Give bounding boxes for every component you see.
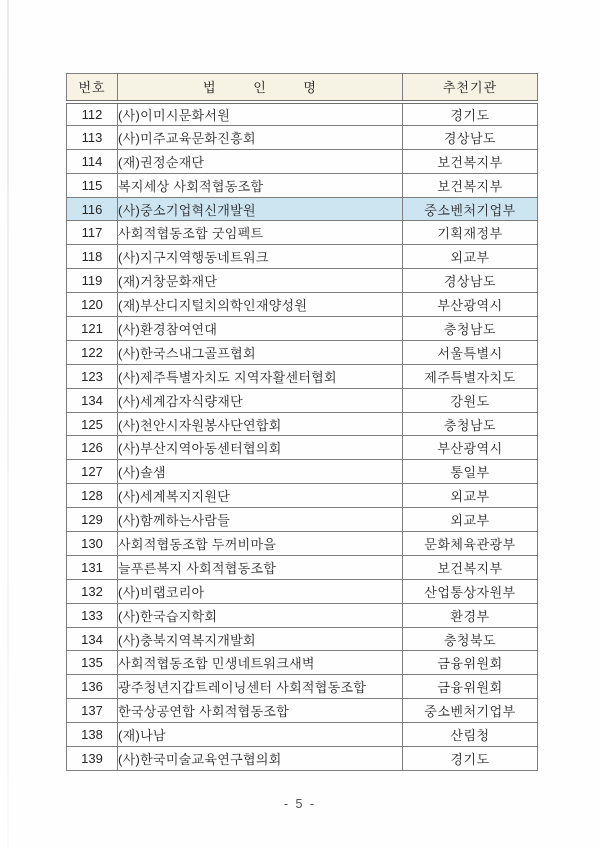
table-row xyxy=(67,484,538,508)
agency-cell: 부산광역시 xyxy=(403,293,538,317)
agency-cell: 중소벤처기업부 xyxy=(403,699,538,723)
row-number-cell: 116 xyxy=(67,197,118,221)
row-number-cell: 137 xyxy=(67,699,118,723)
agency-cell: 보건복지부 xyxy=(403,173,538,197)
header-number: 번호 xyxy=(67,74,118,102)
row-number-cell: 112 xyxy=(67,102,118,126)
corporation-name-cell: (사)이미시문화서원 xyxy=(118,102,403,126)
corporation-name-cell: (재)권정순재단 xyxy=(118,149,403,173)
table-row xyxy=(67,245,538,269)
table-head xyxy=(67,74,538,102)
corporation-name-cell: (사)세계감자식량재단 xyxy=(118,388,403,412)
row-number-cell: 122 xyxy=(67,340,118,364)
row-number-cell: 139 xyxy=(67,747,118,771)
agency-cell: 보건복지부 xyxy=(403,149,538,173)
corporation-name-cell: (사)중소기업혁신개발원 xyxy=(118,197,403,221)
agency-cell: 경기도 xyxy=(403,102,538,126)
agency-cell: 충청남도 xyxy=(403,317,538,341)
agency-cell: 환경부 xyxy=(403,603,538,627)
agency-cell: 충청남도 xyxy=(403,412,538,436)
corporation-name-cell: (사)제주특별자치도 지역자활센터협회 xyxy=(118,364,403,388)
row-number-cell: 113 xyxy=(67,125,118,149)
corporation-name-cell: 사회적협동조합 민생네트워크새벽 xyxy=(118,651,403,675)
table-row xyxy=(67,555,538,579)
corporation-name-cell: (사)세계복지지원단 xyxy=(118,484,403,508)
agency-cell: 서울특별시 xyxy=(403,340,538,364)
agency-cell: 강원도 xyxy=(403,388,538,412)
agency-cell: 외교부 xyxy=(403,508,538,532)
table-row xyxy=(67,579,538,603)
row-number-cell: 138 xyxy=(67,723,118,747)
table-row xyxy=(67,388,538,412)
table-row xyxy=(67,340,538,364)
row-number-cell: 127 xyxy=(67,460,118,484)
agency-cell: 산업통상자원부 xyxy=(403,579,538,603)
row-number-cell: 134 xyxy=(67,388,118,412)
table-row xyxy=(67,125,538,149)
agency-cell: 기획재정부 xyxy=(403,221,538,245)
row-number-cell: 130 xyxy=(67,532,118,556)
agency-cell: 경상남도 xyxy=(403,269,538,293)
table-row xyxy=(67,412,538,436)
table-row xyxy=(67,436,538,460)
table-row xyxy=(67,102,538,126)
row-number-cell: 136 xyxy=(67,675,118,699)
row-number-cell: 115 xyxy=(67,173,118,197)
row-number-cell: 123 xyxy=(67,364,118,388)
corporation-name-cell: 사회적협동조합 굿임펙트 xyxy=(118,221,403,245)
corporation-name-cell: 광주청년지갑트레이닝센터 사회적협동조합 xyxy=(118,675,403,699)
agency-cell: 문화체육관광부 xyxy=(403,532,538,556)
corporation-name-cell: (재)나남 xyxy=(118,723,403,747)
row-number-cell: 118 xyxy=(67,245,118,269)
table-row xyxy=(67,173,538,197)
table-row xyxy=(67,364,538,388)
row-number-cell: 120 xyxy=(67,293,118,317)
table-row xyxy=(67,699,538,723)
corporation-name-cell: (사)충북지역복지개발회 xyxy=(118,627,403,651)
corporation-name-cell: (사)비랩코리아 xyxy=(118,579,403,603)
table-row xyxy=(67,149,538,173)
corporation-name-cell: (사)지구지역행동네트워크 xyxy=(118,245,403,269)
table-row xyxy=(67,532,538,556)
table-row xyxy=(67,627,538,651)
table-row xyxy=(67,269,538,293)
agency-cell: 중소벤처기업부 xyxy=(403,197,538,221)
corporation-name-cell: (사)천안시자원봉사단연합회 xyxy=(118,412,403,436)
agency-cell: 금융위원회 xyxy=(403,675,538,699)
agency-cell: 부산광역시 xyxy=(403,436,538,460)
agency-cell: 경기도 xyxy=(403,747,538,771)
agency-cell: 외교부 xyxy=(403,245,538,269)
table-row xyxy=(67,508,538,532)
corporation-name-cell: (재)부산디지털치의학인재양성원 xyxy=(118,293,403,317)
row-number-cell: 126 xyxy=(67,436,118,460)
row-number-cell: 117 xyxy=(67,221,118,245)
agency-cell: 금융위원회 xyxy=(403,651,538,675)
row-number-cell: 135 xyxy=(67,651,118,675)
row-number-cell: 119 xyxy=(67,269,118,293)
corporation-name-cell: (사)한국습지학회 xyxy=(118,603,403,627)
row-number-cell: 132 xyxy=(67,579,118,603)
row-number-cell: 128 xyxy=(67,484,118,508)
corporation-name-cell: (사)한국스내그골프협회 xyxy=(118,340,403,364)
corporation-name-cell: 늘푸른복지 사회적협동조합 xyxy=(118,555,403,579)
table-row xyxy=(67,460,538,484)
table-row xyxy=(67,317,538,341)
corporation-name-cell: (사)한국미술교육연구협의회 xyxy=(118,747,403,771)
agency-cell: 경상남도 xyxy=(403,125,538,149)
agency-cell: 산림청 xyxy=(403,723,538,747)
row-number-cell: 134 xyxy=(67,627,118,651)
corporation-name-cell: (사)솔샘 xyxy=(118,460,403,484)
row-number-cell: 129 xyxy=(67,508,118,532)
corporation-table xyxy=(66,73,538,771)
table-header-row xyxy=(67,74,538,102)
table-body xyxy=(67,102,538,771)
header-recommending-agency: 추천기관 xyxy=(403,74,538,102)
corporation-name-cell: 한국상공연합 사회적협동조합 xyxy=(118,699,403,723)
scan-artifact-line xyxy=(7,0,9,848)
agency-cell: 통일부 xyxy=(403,460,538,484)
agency-cell: 충청북도 xyxy=(403,627,538,651)
row-number-cell: 125 xyxy=(67,412,118,436)
row-number-cell: 133 xyxy=(67,603,118,627)
agency-cell: 제주특별자치도 xyxy=(403,364,538,388)
table-row xyxy=(67,603,538,627)
corporation-name-cell: (사)부산지역아동센터협의회 xyxy=(118,436,403,460)
row-number-cell: 114 xyxy=(67,149,118,173)
table-row xyxy=(67,293,538,317)
agency-cell: 외교부 xyxy=(403,484,538,508)
corporation-name-cell: (사)환경참여연대 xyxy=(118,317,403,341)
corporation-name-cell: 복지세상 사회적협동조합 xyxy=(118,173,403,197)
corporation-name-cell: (재)거창문화재단 xyxy=(118,269,403,293)
agency-cell: 보건복지부 xyxy=(403,555,538,579)
corporation-name-cell: (사)함께하는사람들 xyxy=(118,508,403,532)
corporation-name-cell: 사회적협동조합 두꺼비마을 xyxy=(118,532,403,556)
table-row xyxy=(67,197,538,221)
table-row xyxy=(67,747,538,771)
table-row xyxy=(67,221,538,245)
corporation-name-cell: (사)미주교육문화진흥회 xyxy=(118,125,403,149)
table-row xyxy=(67,675,538,699)
row-number-cell: 121 xyxy=(67,317,118,341)
header-corporation-name: 법 인 명 xyxy=(118,74,403,102)
table-row xyxy=(67,651,538,675)
row-number-cell: 131 xyxy=(67,555,118,579)
page-number: - 5 - xyxy=(283,797,317,811)
table-row xyxy=(67,723,538,747)
